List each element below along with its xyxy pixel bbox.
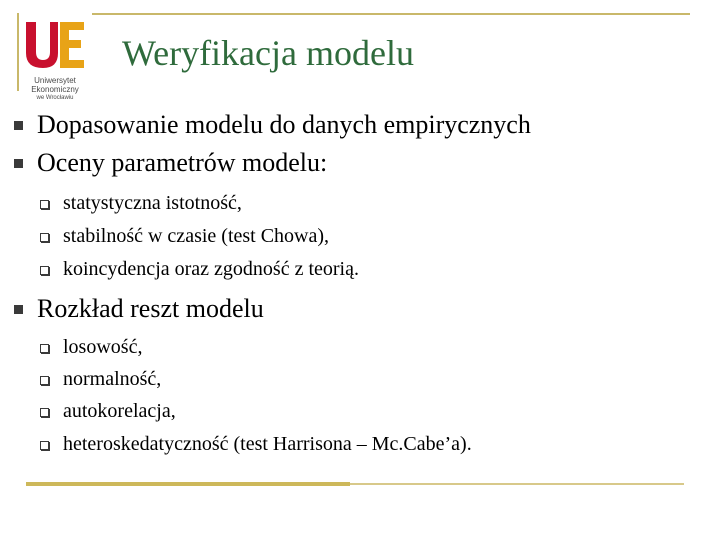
sub-bullet-item: heteroskedatyczność (test Harrisona – Mc.Cabe’a). [63,433,472,455]
logo-line-2: Ekonomiczny [31,85,79,94]
hollow-square-bullet-icon [40,200,49,209]
hollow-square-bullet-icon [40,408,49,417]
logo-text [22,76,88,102]
hollow-square-bullet-icon [40,344,49,353]
sub-bullet-item: koincydencja oraz zgodność z teorią. [63,258,359,280]
square-bullet-icon [14,305,23,314]
logo-line-1: Uniwersytet [34,76,76,85]
university-logo [22,18,88,108]
sub-bullet-item: autokorelacja, [63,400,176,422]
bullet-item: Rozkład reszt modelu [37,294,264,323]
sub-bullet-item: normalność, [63,368,162,390]
ue-logo-icon [22,18,88,74]
bullet-item: Dopasowanie modelu do danych empirycznych [37,110,531,139]
slide-title: Weryfikacja modelu [122,33,414,73]
square-bullet-icon [14,121,23,130]
hollow-square-bullet-icon [40,266,49,275]
hollow-square-bullet-icon [40,233,49,242]
frame-bottom-accent [26,482,350,486]
frame-top-line [92,13,690,15]
logo-line-3: we Wrocławiu [36,95,74,101]
sub-bullet-item: losowość, [63,336,143,358]
square-bullet-icon [14,159,23,168]
frame-left-line [17,13,19,91]
bullet-item: Oceny parametrów modelu: [37,148,328,177]
hollow-square-bullet-icon [40,441,49,450]
sub-bullet-item: stabilność w czasie (test Chowa), [63,225,330,247]
sub-bullet-item: statystyczna istotność, [63,192,242,214]
hollow-square-bullet-icon [40,376,49,385]
